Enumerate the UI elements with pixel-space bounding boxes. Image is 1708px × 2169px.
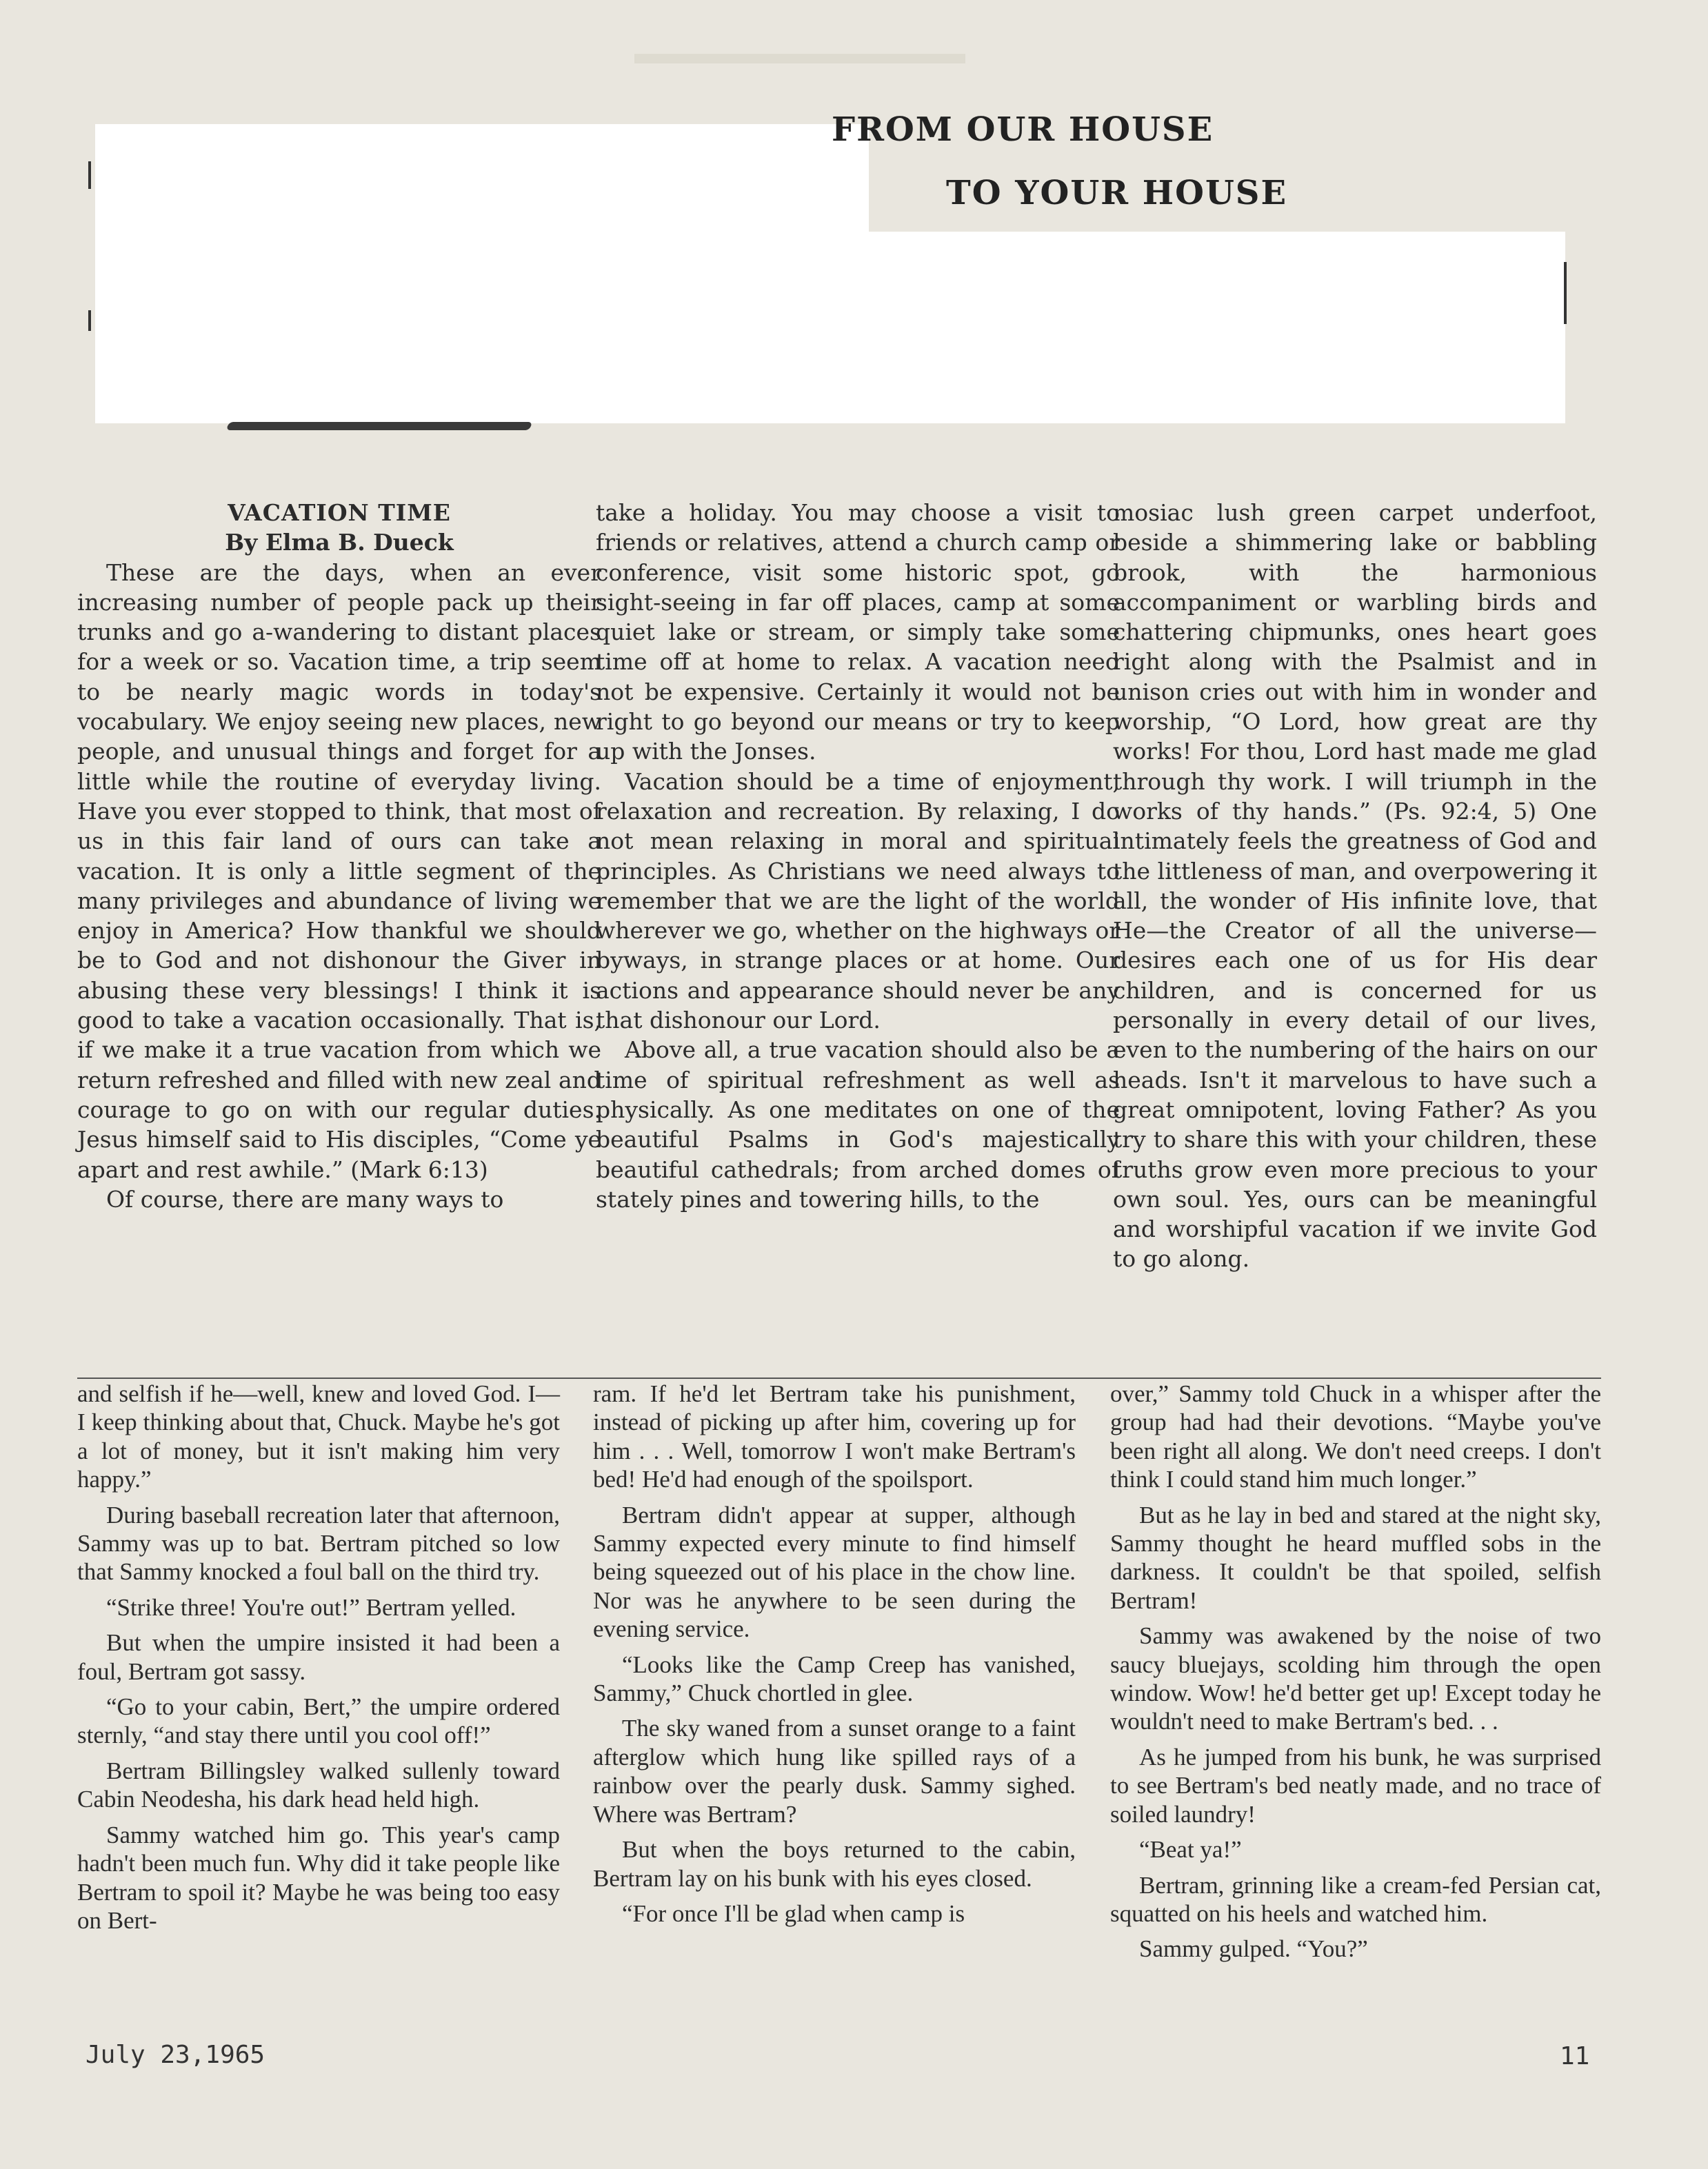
paragraph: and selfish if he—well, knew and loved God. I—I keep thinking about that, Chuck. Maybe he's got a lot of money, but it isn't making him very happy.” (77, 1380, 560, 1493)
paragraph: Sammy watched him go. This year's camp hadn't been much fun. Why did it take people like Bertram to spoil it? Maybe he was being too easy on Bert- (77, 1821, 560, 1934)
article-title: VACATION TIME (228, 499, 451, 526)
paragraph: Sammy was awakened by the noise of two saucy bluejays, scolding him through the open window. Wow! he'd better get up! Except today he wouldn't need to make Bertram's bed. . . (1110, 1622, 1601, 1735)
paragraph: take a holiday. You may choose a visit to friends or relatives, attend a church camp or conference, visit some historic spot, go sight-seeing in far off places, camp at some quiet lake or stream, or simply take some time off at home to relax. A vacation need not be expensive. Certainly it would not be right to go beyond our means or try to keep up with the Jonses. (596, 499, 1120, 765)
article-column-1 (77, 498, 601, 1214)
scan-mark (1564, 262, 1567, 324)
header-title-line-1: FROM OUR HOUSE (832, 110, 1214, 149)
paragraph: mosiac lush green carpet underfoot, beside a shimmering lake or babbling brook, with the harmonious accompaniment or warbling birds and chattering chipmunks, ones heart goes right along with the Psalmist and in unison cries out with him in wonder and worship, “O Lord, how great are thy works! For thou, Lord hast made me glad through thy work. I will triumph in the works of thy hands.” (Ps. 92:4, 5) One intimately feels the greatness of God and the littleness of man, and overpowering it all, the wonder of His infinite love, that He—the Creator of all the universe—desires each one of us for His dear children, and is concerned for us personally in every detail of our lives, even to the numbering of the hairs on our heads. Isn't it marvelous to have such a great omnipotent, loving Father? As you try to share this with your children, these truths grow even more precious to your own soul. Yes, ours can be meaningful and worshipful vacation if we invite God to go along. (1113, 499, 1597, 1273)
paragraph: Sammy gulped. “You?” (1139, 1935, 1368, 1963)
paragraph: Vacation should be a time of enjoyment, relaxation and recreation. By relaxing, I do not mean relaxing in moral and spiritual principles. As Christians we need always to remember that we are the light of the world wherever we go, whether on the highways or byways, in strange places or at home. Our actions and appearance should never be any that dishonour our Lord. (596, 767, 1120, 1034)
article-byline: By Elma B. Dueck (225, 529, 454, 556)
paragraph: Bertram Billingsley walked sullenly toward Cabin Neodesha, his dark head held high. (77, 1757, 560, 1813)
paragraph: “Looks like the Camp Creep has vanished, Sammy,” Chuck chortled in glee. (593, 1651, 1076, 1707)
scan-mark (88, 310, 91, 331)
header-title-line-2: TO YOUR HOUSE (946, 174, 1288, 212)
paragraph: “Go to your cabin, Bert,” the umpire ordered sternly, “and stay there until you cool off!” (77, 1693, 560, 1749)
story-column-2 (593, 1380, 1076, 1935)
paragraph: “For once I'll be glad when camp is (622, 1899, 965, 1927)
paragraph: As he jumped from his bunk, he was surprised to see Bertram's bed neatly made, and no trace of soiled laundry! (1110, 1743, 1601, 1828)
paragraph: ram. If he'd let Bertram take his punishment, instead of picking up after him, covering up for him . . . Well, tomorrow I won't make Bertram's bed! He'd had enough of the spoilsport. (593, 1380, 1076, 1493)
paragraph: “Strike three! You're out!” Bertram yelled. (106, 1593, 516, 1621)
paragraph: During baseball recreation later that afternoon, Sammy was up to bat. Bertram pitched so low that Sammy knocked a foul ball on the third try. (77, 1501, 560, 1586)
scan-smudge (634, 54, 965, 63)
article-column-2 (596, 498, 1120, 1214)
section-divider (77, 1378, 1601, 1379)
paragraph: “Beat ya!” (1139, 1836, 1242, 1864)
page-number: 11 (1560, 2042, 1590, 2070)
paragraph: Above all, a true vacation should also be a time of spiritual refreshment as well as physically. As one meditates on one of the beautiful Psalms in God's majestically beautiful cathedrals; from arched domes of stately pines and towering hills, to the (596, 1036, 1120, 1213)
issue-date: July 23,1965 (86, 2041, 265, 2069)
redaction-block (869, 232, 1565, 423)
redaction-block (95, 124, 869, 423)
paragraph: Bertram didn't appear at supper, although Sammy expected every minute to find himself being squeezed out of his place in the chow line. Nor was he anywhere to be seen during the evening service. (593, 1501, 1076, 1643)
paragraph: These are the days, when an ever increasing number of people pack up their trunks and go a-wandering to distant places for a week or so. Vacation time, a trip seem to be nearly magic words in today's vocabulary. We enjoy seeing new places, new people, and unusual things and forget for a little while the routine of everyday living. Have you ever stopped to think, that most of us in this fair land of ours can take a vacation. It is only a little segment of the many privileges and abundance of living we enjoy in America? How thankful we should be to God and not dishonour the Giver in abusing these very blessings! I think it is good to take a vacation occasionally. That is, if we make it a true vacation from which we return refreshed and filled with new zeal and courage to go on with our regular duties. Jesus himself said to His disciples, “Come ye apart and rest awhile.” (Mark 6:13) (77, 558, 601, 1183)
header-brush-stroke (226, 422, 532, 430)
paragraph: But when the boys returned to the cabin, Bertram lay on his bunk with his eyes closed. (593, 1836, 1076, 1892)
paragraph: But as he lay in bed and stared at the night sky, Sammy thought he heard muffled sobs in the darkness. It couldn't be that spoiled, selfish Bertram! (1110, 1501, 1601, 1614)
article-column-3 (1113, 498, 1597, 1274)
paragraph: Of course, there are many ways to (106, 1185, 504, 1213)
paragraph: over,” Sammy told Chuck in a whisper after the group had had their devotions. “Maybe you've been right all along. We don't need creeps. I don't think I could stand him much longer.” (1110, 1380, 1601, 1493)
paragraph: The sky waned from a sunset orange to a faint afterglow which hung like spilled rays of a rainbow over the pearly dusk. Sammy sighed. Where was Bertram? (593, 1715, 1076, 1828)
story-column-1 (77, 1380, 560, 1941)
paragraph: Bertram, grinning like a cream-fed Persian cat, squatted on his heels and watched him. (1110, 1871, 1601, 1927)
scan-mark (88, 161, 91, 189)
paragraph: But when the umpire insisted it had been a foul, Bertram got sassy. (77, 1629, 560, 1685)
story-column-3 (1110, 1380, 1601, 1970)
